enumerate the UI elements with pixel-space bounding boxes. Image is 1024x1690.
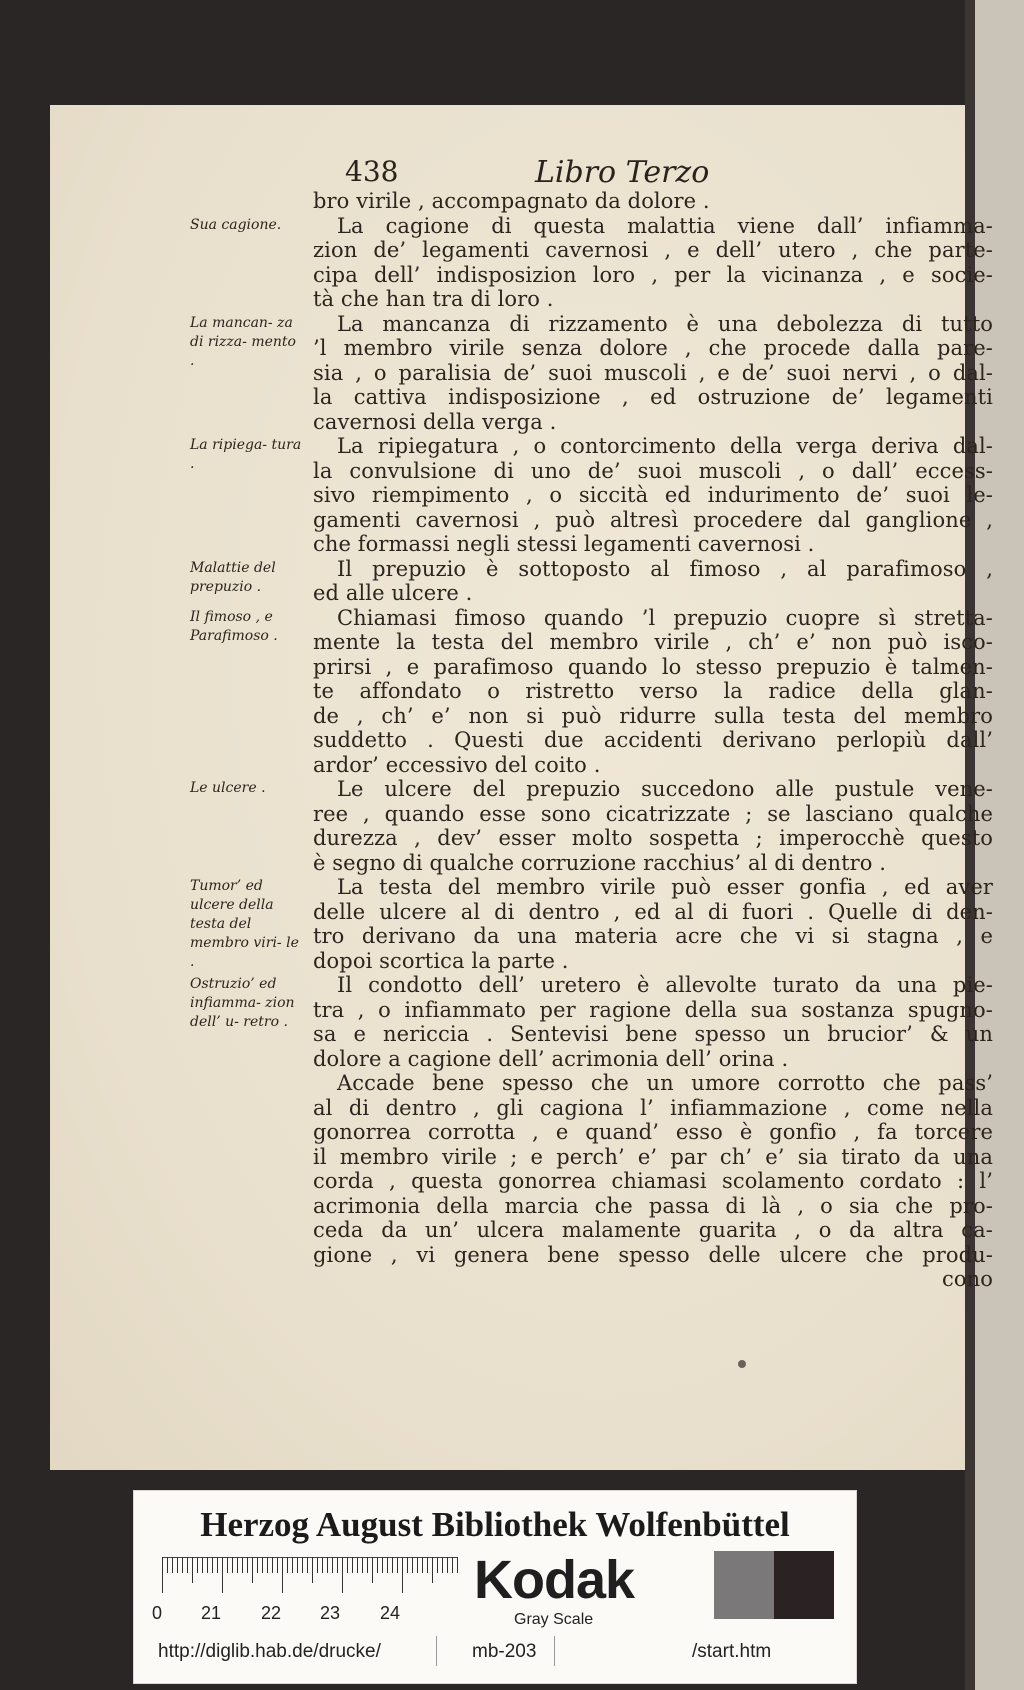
kodak-logo: Kodak	[474, 1550, 635, 1610]
text-line: ardor’ eccessivo del coito .	[313, 752, 601, 777]
text-line: Il condotto dell’ uretero è allevolte turato da una pie-	[337, 973, 993, 997]
text-line: delle ulcere al di dentro , ed al di fuori . Quelle di den-	[313, 899, 993, 924]
text-line: gamenti cavernosi , può altresì procedere dal ganglione ,	[313, 507, 993, 532]
text-line: suddetto . Questi due accidenti derivano perlopiù dall’	[313, 728, 993, 752]
ruler-tick	[377, 1557, 378, 1573]
ruler-tick	[262, 1557, 263, 1573]
url-right: /start.htm	[692, 1641, 772, 1662]
ruler-tick	[452, 1557, 453, 1573]
text-line: La ripiegatura , o contorcimento della verga deriva dal-	[337, 434, 993, 458]
text-line: prirsi , e parafimoso quando lo stesso prepuzio è talmen-	[313, 654, 993, 679]
text-line: durezza , dev’ esser molto sospetta ; imperocchè questo	[313, 826, 993, 850]
ruler-tick	[342, 1557, 343, 1593]
text-line: La testa del membro virile può esser gonfia , ed aver	[337, 875, 993, 899]
ruler-tick	[397, 1557, 398, 1573]
ruler-tick	[392, 1557, 393, 1573]
ruler-tick	[337, 1557, 338, 1573]
ruler-tick	[272, 1557, 273, 1573]
text-line: La mancanza di rizzamento è una debolezza di tutto	[337, 311, 993, 336]
ruler-tick	[182, 1557, 183, 1573]
text-line: tro derivano da una materia acre che vi si stagna , e	[313, 924, 993, 948]
ruler-tick	[302, 1557, 303, 1573]
ruler-tick	[297, 1557, 298, 1573]
url-separator	[436, 1636, 437, 1666]
ruler-number: 23	[320, 1603, 341, 1623]
margin-note: Malattie del prepuzio .	[190, 559, 276, 595]
text-line: ed alle ulcere .	[313, 581, 473, 605]
ruler-tick	[217, 1557, 218, 1573]
ruler-tick	[382, 1557, 383, 1573]
ruler-tick	[332, 1557, 333, 1573]
text-line: cipa dell’ indisposizion loro , per la vicinanza , e socie-	[313, 262, 993, 287]
ruler-tick	[167, 1557, 168, 1573]
ruler-tick	[187, 1557, 188, 1573]
text-line: ’l membro virile senza dolore , che procede dalla pare-	[313, 336, 993, 360]
ruler-tick	[427, 1557, 428, 1573]
text-line: gonorrea corrotta , e quand’ esso è gonfio , fa torcere	[313, 1120, 993, 1144]
text-line: La cagione di questa malattia viene dall’ infiamma-	[337, 213, 993, 238]
margin-note: Il fimoso , e Parafimoso .	[190, 608, 278, 644]
text-line: zion de’ legamenti cavernosi , e dell’ utero , che parte-	[313, 238, 993, 262]
text-line: sivo riempimento , o siccità ed indurimento de’ suoi le-	[313, 483, 993, 507]
text-line: mente la testa del membro virile , ch’ e’ non può isco-	[313, 630, 993, 654]
body-text	[313, 189, 993, 1292]
text-line: te affondato o ristretto verso la radice della glan-	[313, 679, 993, 703]
text-line: al di dentro , gli cagiona l’ infiammazione , come nella	[313, 1095, 993, 1120]
ruler-tick	[357, 1557, 358, 1573]
ruler-tick	[192, 1557, 193, 1583]
margin-note: La ripiega- tura .	[190, 437, 302, 472]
text-line: Il prepuzio è sottoposto al fimoso , al parafimoso ,	[337, 556, 993, 581]
text-line: Le ulcere del prepuzio succedono alle pustule vene-	[337, 777, 993, 801]
ruler-tick	[267, 1557, 268, 1573]
color-target-strip	[133, 1490, 857, 1684]
text-line: dopoi scortica la parte .	[313, 948, 569, 973]
text-line: è segno di qualche corruzione racchius’ al di dentro .	[313, 850, 887, 875]
text-line: sia , o paralisia de’ suoi muscoli , e de’ suoi nervi , o dal-	[313, 360, 993, 385]
ruler-tick	[287, 1557, 288, 1573]
text-line: Chiamasi fimoso quando ’l prepuzio cuopre sì stretta-	[337, 605, 993, 630]
ruler-tick	[242, 1557, 243, 1573]
ruler-tick	[257, 1557, 258, 1573]
ruler-tick	[292, 1557, 293, 1573]
text-line: bro virile , accompagnato da dolore .	[313, 189, 710, 213]
ruler-tick	[432, 1557, 433, 1583]
text-line: sa e nericcia . Sentevisi bene spesso un brucior’ & un	[313, 1022, 993, 1046]
running-title: Libro Terzo	[535, 155, 710, 190]
text-line: Accade bene spesso che un umore corrotto che pass’	[337, 1071, 993, 1095]
ruler-tick	[177, 1557, 178, 1573]
ruler-tick	[422, 1557, 423, 1573]
ruler-number: 24	[380, 1603, 401, 1623]
text-line: la cattiva indisposizione , ed ostruzione de’ legamenti	[313, 385, 993, 409]
ruler-tick	[367, 1557, 368, 1573]
ruler-tick	[322, 1557, 323, 1573]
ruler-tick	[327, 1557, 328, 1573]
ruler-tick	[347, 1557, 348, 1573]
ruler-tick	[252, 1557, 253, 1583]
ruler-tick	[417, 1557, 418, 1573]
text-line: tà che han tra di loro .	[313, 287, 554, 311]
url-mid: mb-203	[472, 1641, 537, 1662]
ruler-number: 22	[261, 1603, 282, 1623]
gray-scale-label: Gray Scale	[514, 1611, 594, 1628]
ruler-tick	[247, 1557, 248, 1573]
text-line: cavernosi della verga .	[313, 409, 557, 434]
ruler-tick	[437, 1557, 438, 1573]
ruler-tick	[362, 1557, 363, 1573]
url-separator	[554, 1636, 555, 1666]
ruler-tick	[222, 1557, 223, 1593]
ruler-tick	[237, 1557, 238, 1573]
text-line: gione , vi genera bene spesso delle ulcere che produ-	[313, 1242, 993, 1267]
book-page	[50, 105, 993, 1470]
url-left: http://diglib.hab.de/drucke/	[158, 1641, 381, 1662]
ruler-tick	[277, 1557, 278, 1573]
margin-note: Tumor’ ed ulcere della testa del membro viri- le .	[190, 878, 299, 970]
text-line: ceda da un’ ulcera malamente guarita , o da altra ca-	[313, 1218, 993, 1242]
ruler-tick	[202, 1557, 203, 1573]
ruler-tick	[372, 1557, 373, 1583]
text-line: la convulsione di uno de’ suoi muscoli , o dall’ eccess-	[313, 458, 993, 483]
ruler-tick	[162, 1557, 163, 1593]
ruler-tick	[442, 1557, 443, 1573]
text-line: dolore a cagione dell’ acrimonia dell’ orina .	[313, 1046, 789, 1071]
ruler-tick	[412, 1557, 413, 1573]
ruler-number: 21	[201, 1603, 222, 1623]
ruler-tick	[212, 1557, 213, 1573]
ruler-tick	[447, 1557, 448, 1573]
ruler-tick	[312, 1557, 313, 1583]
ruler-tick	[197, 1557, 198, 1573]
ruler-number: 0	[152, 1603, 163, 1623]
ruler-tick	[407, 1557, 408, 1573]
text-line: tra , o infiammato per ragione della sua sostanza spugno-	[313, 997, 993, 1022]
margin-note: La mancan- za di rizza- mento .	[190, 314, 296, 369]
ruler-tick	[307, 1557, 308, 1573]
page-number: 438	[345, 155, 399, 188]
ruler-tick	[232, 1557, 233, 1573]
text-line: il membro virile ; e perch’ e’ par ch’ e’ sia tirato da una	[313, 1144, 993, 1169]
ruler-tick	[402, 1557, 403, 1593]
ruler-tick	[227, 1557, 228, 1573]
ruler-tick	[387, 1557, 388, 1573]
text-line: de , ch’ e’ non si può ridurre sulla testa del membro	[313, 703, 993, 728]
ruler-tick	[172, 1557, 173, 1573]
ruler-tick	[317, 1557, 318, 1573]
margin-note: Sua cagione.	[190, 216, 282, 233]
text-line: che formassi negli stessi legamenti cavernosi .	[313, 532, 815, 556]
text-line: cono	[942, 1267, 993, 1291]
text-line: corda , questa gonorrea chiamasi scolamento cordato : l’	[313, 1169, 993, 1193]
library-name: Herzog August Bibliothek Wolfenbüttel	[200, 1505, 790, 1544]
dark-swatch	[774, 1551, 834, 1619]
ruler-tick	[282, 1557, 283, 1593]
ruler-tick	[207, 1557, 208, 1573]
gray-swatch	[714, 1551, 774, 1619]
margin-note: Ostruzio’ ed infiamma- zion dell’ u- retro .	[190, 976, 295, 1030]
text-line: ree , quando esse sono cicatrizzate ; se lasciano qualche	[313, 801, 993, 826]
text-line: acrimonia della marcia che passa di là , o sia che pro-	[313, 1193, 993, 1218]
margin-note: Le ulcere .	[190, 780, 266, 796]
ruler-tick	[457, 1557, 458, 1573]
ink-spot	[738, 1360, 746, 1368]
ruler-tick	[352, 1557, 353, 1573]
